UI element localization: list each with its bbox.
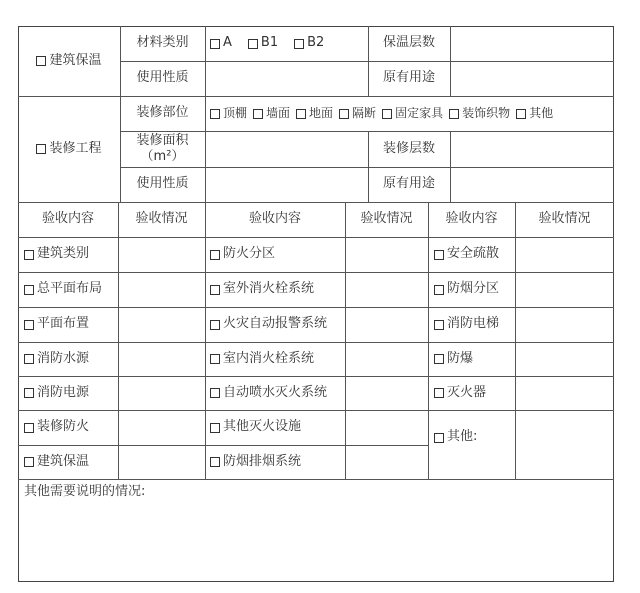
acceptance-item[interactable]: 建筑类别 [24,237,118,272]
checkbox-icon[interactable] [210,423,220,433]
acceptance-item[interactable]: 平面布置 [24,307,118,342]
location-option[interactable]: 地面 [296,106,333,121]
acceptance-item[interactable]: 建筑保温 [24,445,118,479]
checkbox-icon[interactable] [210,285,220,295]
checkbox-icon[interactable] [210,320,220,330]
acceptance-item[interactable]: 消防电梯 [434,307,515,342]
location-options [210,96,614,131]
decoration-original-use-label: 原有用途 [382,176,435,192]
acceptance-item[interactable]: 总平面布局 [24,272,118,307]
checkbox-icon[interactable] [24,354,34,364]
location-option[interactable]: 其他 [516,106,553,121]
header-content-3: 验收内容 [445,211,498,227]
acceptance-item[interactable]: 灭火器 [434,376,515,410]
acceptance-item[interactable]: 室内消火栓系统 [210,342,345,376]
acceptance-item[interactable]: 防烟排烟系统 [210,445,345,479]
acceptance-item[interactable]: 其他灭火设施 [210,410,345,445]
acceptance-item[interactable]: 消防电源 [24,376,118,410]
acceptance-item[interactable]: 防烟分区 [434,272,515,307]
checkbox-icon[interactable] [210,109,220,119]
checkbox-icon[interactable] [434,354,444,364]
checkbox-icon[interactable] [210,250,220,260]
checkbox-icon[interactable] [434,285,444,295]
checkbox-icon[interactable] [210,39,220,49]
checkbox-icon[interactable] [24,388,34,398]
checkbox-icon[interactable] [24,250,34,260]
checkbox-icon[interactable] [248,39,258,49]
insulation-label[interactable]: 建筑保温 [18,26,120,96]
location-option[interactable]: 隔断 [339,106,376,121]
other-notes-label: 其他需要说明的情况: [24,484,146,499]
material-option-b1[interactable]: B1 [248,35,278,51]
checkbox-icon[interactable] [516,109,526,119]
col-divider [118,202,119,479]
checkbox-icon[interactable] [253,109,263,119]
header-content-2: 验收内容 [248,211,301,227]
decoration-label[interactable]: 装修工程 [18,96,120,202]
acceptance-item[interactable]: 装修防火 [24,410,118,445]
location-option[interactable]: 装饰织物 [449,106,510,121]
col-divider [450,26,451,96]
material-options [210,26,368,61]
checkbox-icon[interactable] [296,109,306,119]
material-option-a[interactable]: A [210,35,232,51]
col-divider [345,202,346,479]
checkbox-icon[interactable] [24,457,34,467]
checkbox-icon[interactable] [382,109,392,119]
col-divider [205,26,206,96]
col-divider [205,96,206,131]
header-status-3: 验收情况 [538,211,591,227]
checkbox-icon[interactable] [449,109,459,119]
floors-label: 装修层数 [382,140,435,156]
location-option[interactable]: 固定家具 [382,106,443,121]
acceptance-item[interactable]: 防爆 [434,342,515,376]
checkbox-icon[interactable] [210,388,220,398]
checkbox-icon[interactable] [210,457,220,467]
col-divider [515,202,516,479]
checkbox-icon[interactable] [36,144,46,154]
other-notes-area[interactable] [19,500,613,580]
checkbox-icon[interactable] [294,39,304,49]
header-status-1: 验收情况 [135,211,188,227]
acceptance-item[interactable]: 自动喷水灭火系统 [210,376,345,410]
acceptance-item-other[interactable]: 其他: [434,410,515,465]
header-content-1: 验收内容 [41,211,94,227]
checkbox-icon[interactable] [434,433,444,443]
acceptance-item[interactable]: 室外消火栓系统 [210,272,345,307]
area-label: 装修面积 （m²） [136,132,189,164]
layers-label: 保温层数 [382,35,435,51]
acceptance-item[interactable]: 火灾自动报警系统 [210,307,345,342]
decoration-use-label: 使用性质 [136,176,189,192]
col-divider [205,202,206,479]
acceptance-item[interactable]: 防火分区 [210,237,345,272]
checkbox-icon[interactable] [339,109,349,119]
original-use-label: 原有用途 [382,70,435,86]
checkbox-icon[interactable] [434,250,444,260]
checkbox-icon[interactable] [36,56,46,66]
location-option[interactable]: 墙面 [253,106,290,121]
checkbox-icon[interactable] [210,354,220,364]
checkbox-icon[interactable] [24,320,34,330]
location-option[interactable]: 顶棚 [210,106,247,121]
checkbox-icon[interactable] [24,423,34,433]
col-divider [205,131,206,202]
col-divider [428,202,429,479]
use-label: 使用性质 [136,70,189,86]
header-status-2: 验收情况 [360,211,413,227]
location-label: 装修部位 [136,105,189,121]
checkbox-icon[interactable] [434,320,444,330]
material-type-label: 材料类别 [136,35,189,51]
checkbox-icon[interactable] [24,285,34,295]
col-divider [450,131,451,202]
acceptance-item[interactable]: 安全疏散 [434,237,515,272]
material-option-b2[interactable]: B2 [294,35,324,51]
acceptance-item[interactable]: 消防水源 [24,342,118,376]
checkbox-icon[interactable] [434,388,444,398]
